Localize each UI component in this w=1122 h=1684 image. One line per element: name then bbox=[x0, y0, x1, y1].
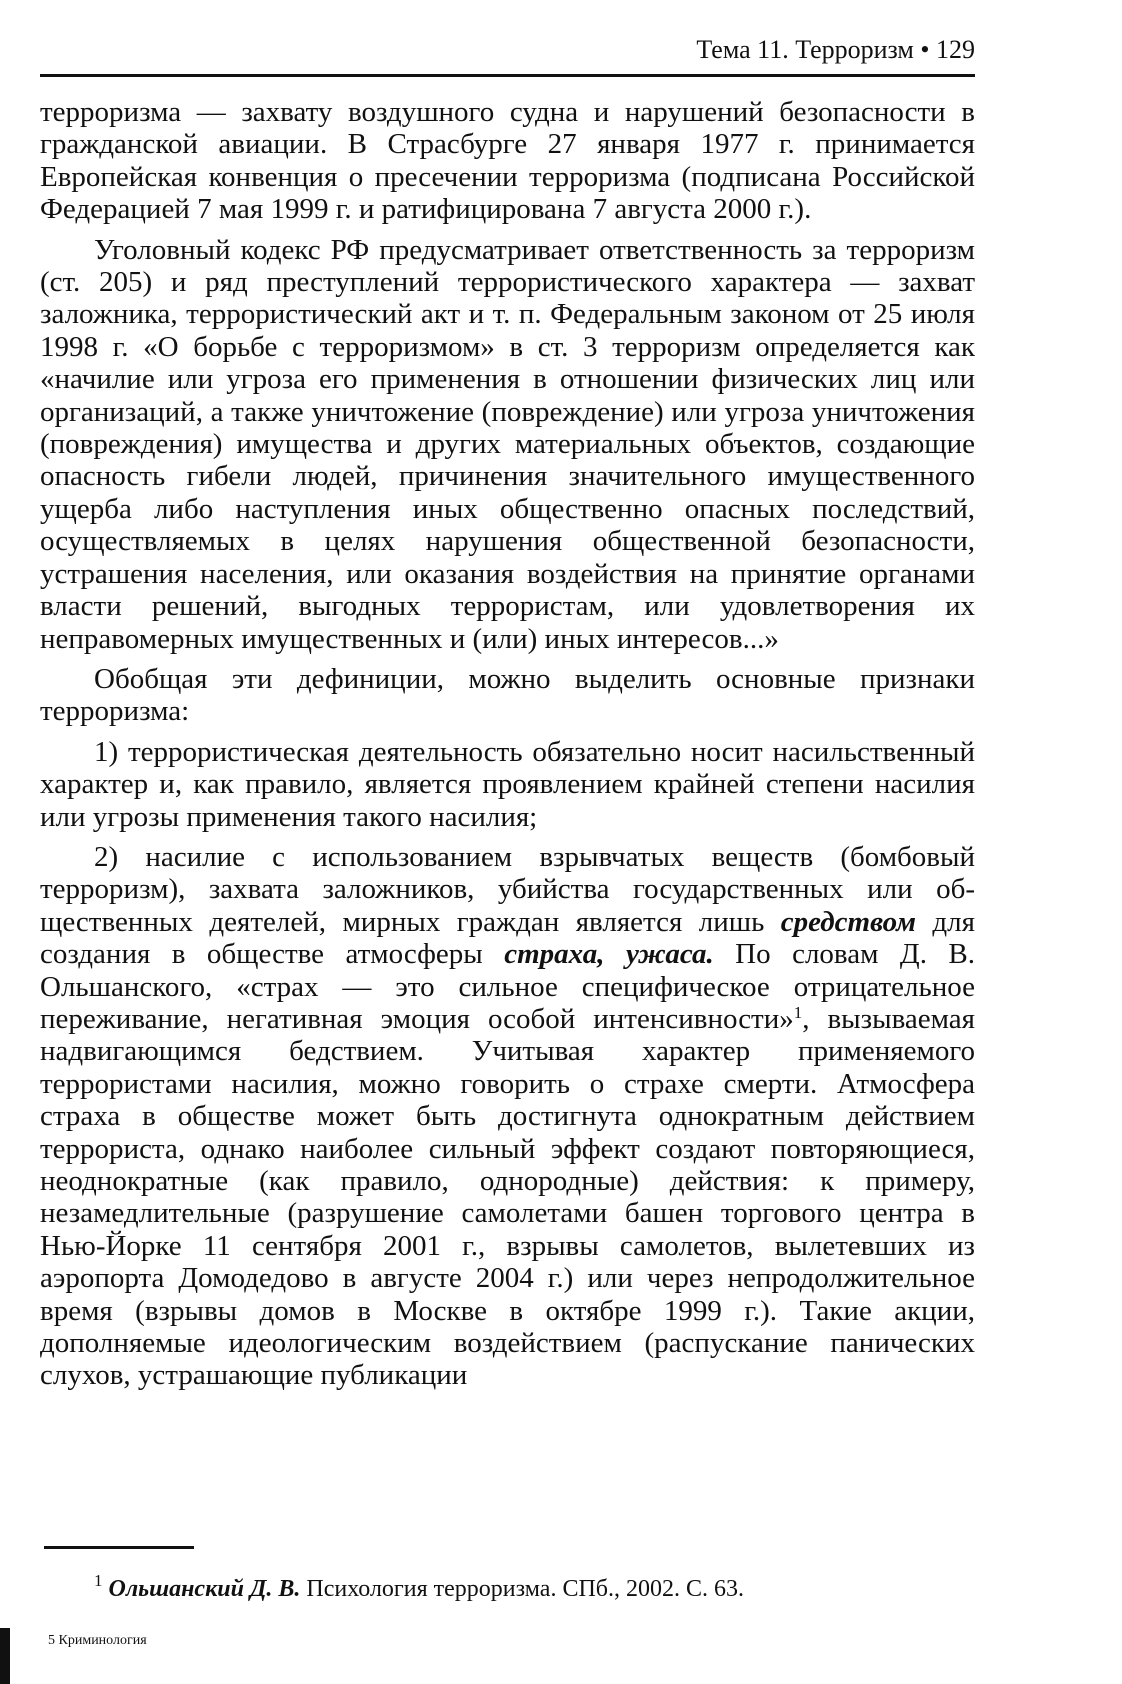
text-segment: , вызываемая надвигающимся бедствием. Учитывая характер применяемого террористами насилия, можно говорить о страхе смерти. Атмосфера страха в обществе может быть достигнута однократным действием террориста, однако наиболее сильный эффект создают повторяющиеся, неоднократные (как правило, однородные) действия: к примеру, незамедлительные (разрушение самолетами башен торгового центра в Нью-Йорке 11 сентября 2001 г., взрывы самолетов, вылетевших из аэропорта Домодедово в августе 2004 г.) или через непродолжительное время (взрывы домов в Москве в октябре 1999 г.). Такие акции, дополняемые идеологическим воздействием (распускание панических слухов, устрашающие публикации bbox=[40, 1002, 975, 1392]
text-segment: 2) насилие с использованием взрывчатых веществ (бомбовый терроризм), захвата заложников, убийства государственных или общественных деятелей, мирных граждан является лишь bbox=[40, 840, 975, 938]
list-item-2 bbox=[40, 841, 975, 1392]
footnote bbox=[94, 1571, 954, 1604]
footnote-divider bbox=[44, 1546, 194, 1549]
paragraph-1: терроризма — захвату воздушного судна и нарушений безопасности в гражданской авиации. В Страсбурге 27 января 1977 г. принимается Европейская конвенция о пресечении терроризма (подписана Российской Федерацией 7 мая 1999 г. и ратифицирована 7 августа 2000 г.). bbox=[40, 96, 975, 226]
footnote-author: Ольшанский Д. В. bbox=[108, 1576, 301, 1602]
printer-signature: 5 Криминология bbox=[48, 1633, 147, 1648]
emphasis-means: средством bbox=[780, 905, 916, 938]
list-item-1: 1) террористическая деятельность обязательно носит насильственный характер и, как правило, является проявлением крайней степени насилия или угрозы применения такого насилия; bbox=[40, 735, 975, 833]
footnote-marker: 1 bbox=[94, 1571, 103, 1590]
body-text bbox=[40, 96, 975, 1400]
text-segment: для создания в обществе атмосферы bbox=[40, 905, 975, 971]
paragraph-2: Уголовный кодекс РФ предусматривает ответственность за терроризм (ст. 205) и ряд преступлений террористического характера — захват заложника, террористический акт и т. п. Федеральным законом от 25 июля 1998 г. «О борьбе с терроризмом» в ст. 3 терроризм определяется как «начилие или угроза его применения в отношении физических лиц или организаций, а также уничтожение (повреждение) или угроза уничтожения (повреждения) имущества и других материальных объектов, создающие опасность гибели людей, причинения значительного имущественного ущерба либо наступления иных общественно опасных последствий, осуществляемых в целях нарушения общественной безопасности, устрашения населения, или оказания воздействия на принятие органами власти решений, выгодных террористам, или удовлетворения их неправомерных имущественных и (или) иных интересов...» bbox=[40, 233, 975, 655]
running-title: Тема 11. Терроризм • 129 bbox=[696, 35, 975, 64]
scan-edge-mark bbox=[0, 1628, 10, 1684]
emphasis-fear: страха, ужаса. bbox=[504, 938, 714, 971]
footnote-text: Психология терроризма. СПб., 2002. С. 63. bbox=[300, 1576, 745, 1602]
running-header bbox=[40, 30, 975, 77]
footnote-reference: 1 bbox=[793, 1002, 803, 1022]
text-segment: По словам Д. В. Ольшанского, «страх — это сильное специфическое отрицательное переживание, негативная эмоция особой интенсивности» bbox=[40, 938, 976, 1035]
paragraph-3: Обобщая эти дефиниции, можно выделить основные признаки терроризма: bbox=[40, 662, 975, 728]
